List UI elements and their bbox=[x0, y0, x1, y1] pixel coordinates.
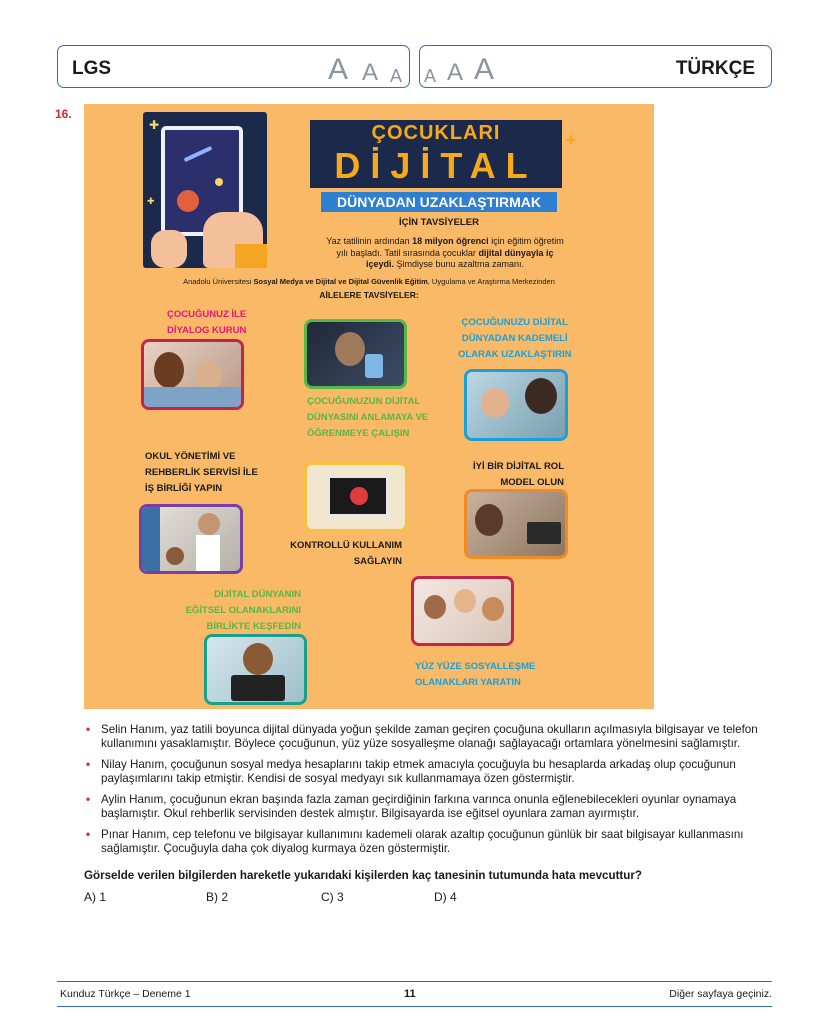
font-size-medium-button[interactable]: A bbox=[362, 59, 379, 86]
font-size-small-button[interactable]: A bbox=[390, 66, 403, 86]
poster-advice-heading: AİLELERE TAVSİYELER: bbox=[319, 290, 419, 300]
tip-role-model: İYİ BİR DİJİTAL ROL MODEL OLUN bbox=[473, 461, 564, 488]
bullet-icon: • bbox=[86, 758, 91, 771]
bullet-icon: • bbox=[86, 793, 91, 806]
footer-divider-bottom bbox=[57, 1006, 772, 1007]
photo-school-counselor bbox=[139, 504, 243, 574]
poster-title-block bbox=[310, 120, 576, 188]
subject-title: TÜRKÇE bbox=[675, 58, 755, 79]
option-d[interactable]: D) 4 bbox=[434, 890, 457, 904]
infographic-poster bbox=[84, 104, 654, 709]
option-c[interactable]: C) 3 bbox=[321, 890, 344, 904]
font-size-medium-button-right[interactable]: A bbox=[447, 59, 464, 86]
question-number: 16. bbox=[55, 107, 72, 121]
photo-child-reading bbox=[464, 369, 568, 441]
footer-divider-top bbox=[57, 981, 772, 982]
plus-icon: ✚ bbox=[147, 196, 155, 206]
tip-controlled-use: KONTROLLÜ KULLANIM SAĞLAYIN bbox=[290, 540, 402, 567]
tip-school-cooperation: OKUL YÖNETİMİ VE REHBERLİK SERVİSİ İLE İŞ BİRLİĞİ YAPIN bbox=[145, 451, 258, 494]
header-left-box bbox=[57, 45, 410, 88]
statement-item: • Nilay Hanım, çocuğunun sosyal medya hesaplarını takip etmek amacıyla çocuğuyla bu hesaplarda arkadaş olup çocuğunun paylaşımlarını takip etmiştir. Kendisi de sosyal medyayı sık kullanmamaya özen göstermiştir. bbox=[86, 758, 736, 785]
poster-subtitle: İÇİN TAVSİYELER bbox=[399, 217, 479, 228]
question-prompt: Görselde verilen bilgilerden hareketle yukarıdaki kişilerden kaç tanesinin tutumunda hata mevcuttur? bbox=[84, 869, 642, 882]
font-size-large-button-right[interactable]: A bbox=[474, 53, 495, 86]
statement-item: • Selin Hanım, yaz tatili boyunca dijital dünyada yoğun şekilde zaman geçiren çocuğuna okulların açılmasıyla bilgisayar ve telefon kullanımını yasaklamıştır. Böylece çocuğunun, yüz yüze sosyalleşme olanağı sağlayacağı ortamlara yönelmesini sağlamıştır. bbox=[86, 723, 758, 750]
photo-girl-with-tablet bbox=[204, 634, 307, 705]
tip-dialog: ÇOCUĞUNUZ İLE DİYALOG KURUN bbox=[167, 309, 247, 336]
tip-explore-educational: DİJİTAL DÜNYANIN EĞİTSEL OLANAKLARINI BİRLİKTE KEŞFEDİN bbox=[185, 589, 301, 632]
footer-left: Kunduz Türkçe – Deneme 1 bbox=[60, 988, 191, 1000]
statement-item: • Pınar Hanım, cep telefonu ve bilgisayar kullanımını kademeli olarak azaltıp çocuğunun günlük bir saat bilgisayar kullanmasını sağlamıştır. Çocuğuyla daha çok diyalog kurmaya özen göstermiştir. bbox=[86, 828, 744, 855]
font-size-large-button[interactable]: A bbox=[328, 53, 349, 86]
exam-title: LGS bbox=[72, 58, 112, 79]
footer-right: Diğer sayfaya geçiniz. bbox=[669, 988, 772, 1000]
plus-icon: ✚ bbox=[149, 118, 160, 132]
option-a[interactable]: A) 1 bbox=[84, 890, 107, 904]
statement-list bbox=[86, 723, 776, 863]
poster-source: Anadolu Üniversitesi Sosyal Medya ve Dijital ve Dijital Güvenlik Eğitim, Uygulama ve Araştırma Merkezinden bbox=[183, 277, 555, 286]
poster-banner: DÜNYADAN UZAKLAŞTIRMAK bbox=[321, 192, 557, 212]
hand-left bbox=[151, 230, 187, 268]
bullet-icon: • bbox=[86, 828, 91, 841]
poster-title-line1: ÇOCUKLARI bbox=[371, 122, 501, 144]
photo-tablet-clock bbox=[304, 462, 408, 532]
photo-children-playing bbox=[411, 576, 514, 646]
sleeve-cuff bbox=[235, 244, 267, 268]
photo-mother-child-dialog bbox=[141, 339, 244, 410]
font-size-small-button-right[interactable]: A bbox=[424, 66, 437, 86]
option-b[interactable]: B) 2 bbox=[206, 890, 229, 904]
bullet-icon: • bbox=[86, 723, 91, 736]
tablet-illustration bbox=[143, 112, 267, 268]
poster-title-line2: DİJİTAL bbox=[334, 145, 538, 186]
page-number: 11 bbox=[404, 988, 416, 1000]
tip-gradual-distance: ÇOCUĞUNUZU DİJİTAL DÜNYADAN KADEMELİ OLARAK UZAKLAŞTIRIN bbox=[458, 317, 572, 360]
statement-item: • Aylin Hanım, çocuğunun ekran başında fazla zaman geçirdiğinin farkına varınca onunla eğlenebilecekleri oyunlar oynamaya başlamıştır. Okul rehberlik servisinden destek almıştır. Bilgisayarda ise eğitsel oyunlara zaman ayırmıştır. bbox=[86, 793, 737, 820]
header-right-box bbox=[419, 45, 772, 88]
tip-face-to-face: YÜZ YÜZE SOSYALLEŞME OLANAKLARI YARATIN bbox=[415, 661, 536, 688]
tip-understand-digital: ÇOCUĞUNUZUN DİJİTAL DÜNYASINI ANLAMAYA VE ÖĞRENMEYE ÇALIŞIN bbox=[307, 396, 429, 439]
photo-family-laptop bbox=[464, 489, 568, 559]
poster-intro: Yaz tatilinin ardından 18 milyon öğrenci için eğitim öğretim yılı başladı. Tatil sırasında çocuklar dijital dünyayla iç içeydi. Şimdiyse bunu azaltma zamanı. bbox=[326, 236, 564, 269]
photo-child-with-phone bbox=[304, 319, 407, 389]
plus-icon: + bbox=[565, 130, 576, 150]
